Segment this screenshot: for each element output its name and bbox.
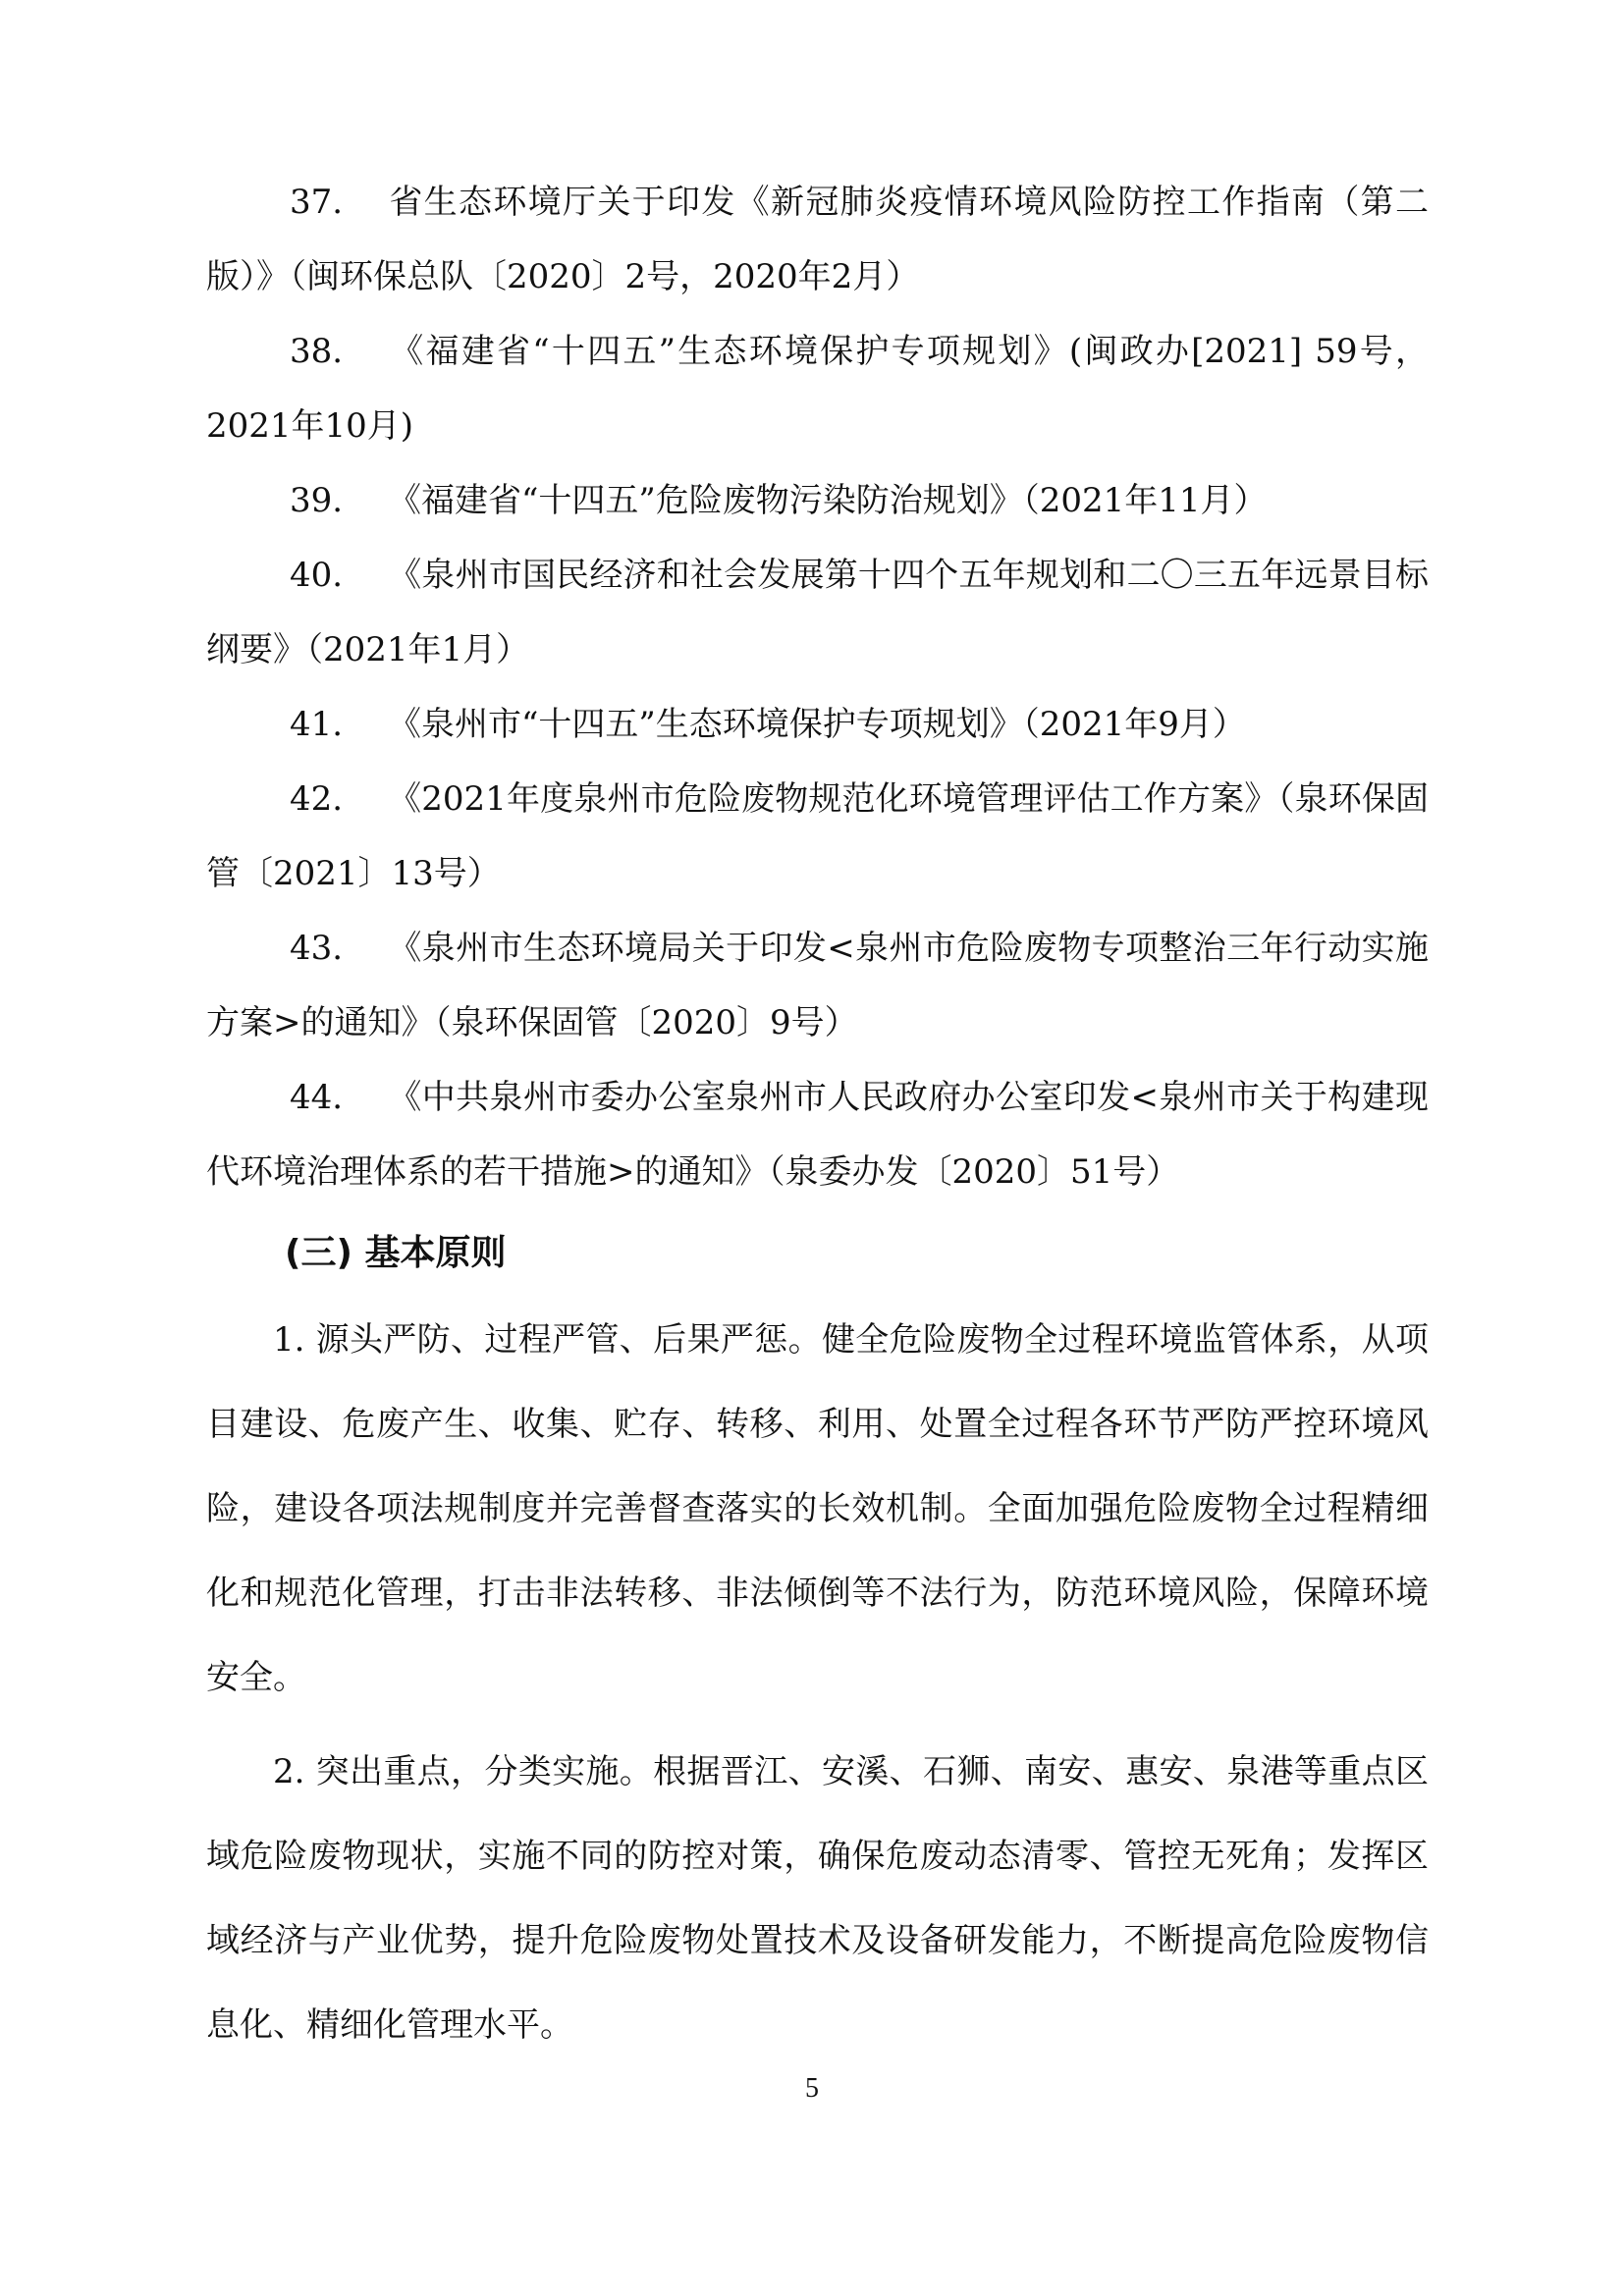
reference-number: 39. [290,481,344,520]
reference-number: 41. [290,705,344,744]
reference-number: 42. [290,779,344,819]
reference-number: 43. [290,929,344,968]
reference-number: 38. [290,332,344,371]
reference-item-44 [206,1060,1429,1209]
principle-paragraph-1: 1. 源头严防、过程严管、后果严惩。健全危险废物全过程环境监管体系，从项目建设、危废产生、收集、贮存、转移、利用、处置全过程各环节严防严控环境风险，建设各项法规制度并完善督查落实的长效机制。全面加强危险废物全过程精细化和规范化管理，打击非法转移、非法倾倒等不法行为，防范环境风险，保障环境安全。 [206,1320,1429,1697]
reference-text: 《泉州市生态环境局关于印发<泉州市危险废物专项整治三年行动实施方案>的通知》（泉环保固管〔2020〕9号） [206,929,1429,1042]
reference-item-37 [206,165,1429,314]
section-heading: (三) 基本原则 [285,1233,507,1273]
principle-paragraph-2: 2. 突出重点，分类实施。根据晋江、安溪、石狮、南安、惠安、泉港等重点区域危险废物现状，实施不同的防控对策，确保危废动态清零、管控无死角；发挥区域经济与产业优势，提升危险废物处置技术及设备研发能力，不断提高危险废物信息化、精细化管理水平。 [206,1752,1429,2045]
reference-text: 《福建省“十四五”生态环境保护专项规划》(闽政办[2021] 59号，2021年10月) [206,332,1429,446]
reference-number: 40. [290,556,344,595]
reference-text: 省生态环境厅关于印发《新冠肺炎疫情环境风险防控工作指南（第二版）》（闽环保总队〔2020〕2号，2020年2月） [206,183,1429,296]
page-number: 5 [805,2073,819,2104]
reference-text: 《泉州市国民经济和社会发展第十四个五年规划和二〇三五年远景目标纲要》（2021年1月） [206,556,1429,669]
document-body [206,165,1429,2067]
reference-item-41 [206,687,1429,762]
reference-item-42 [206,762,1429,911]
reference-item-38 [206,314,1429,463]
reference-number: 44. [290,1078,344,1117]
reference-item-43 [206,911,1429,1060]
reference-text: 《泉州市“十四五”生态环境保护专项规划》（2021年9月） [388,705,1246,744]
reference-number: 37. [290,183,344,222]
reference-text: 《中共泉州市委办公室泉州市人民政府办公室印发<泉州市关于构建现代环境治理体系的若干措施>的通知》（泉委办发〔2020〕51号） [206,1078,1429,1192]
reference-item-40 [206,538,1429,687]
reference-text: 《2021年度泉州市危险废物规范化环境管理评估工作方案》（泉环保固管〔2021〕13号） [206,779,1429,893]
reference-list [206,165,1429,1209]
reference-item-39 [206,463,1429,538]
reference-text: 《福建省“十四五”危险废物污染防治规划》（2021年11月） [388,481,1268,520]
